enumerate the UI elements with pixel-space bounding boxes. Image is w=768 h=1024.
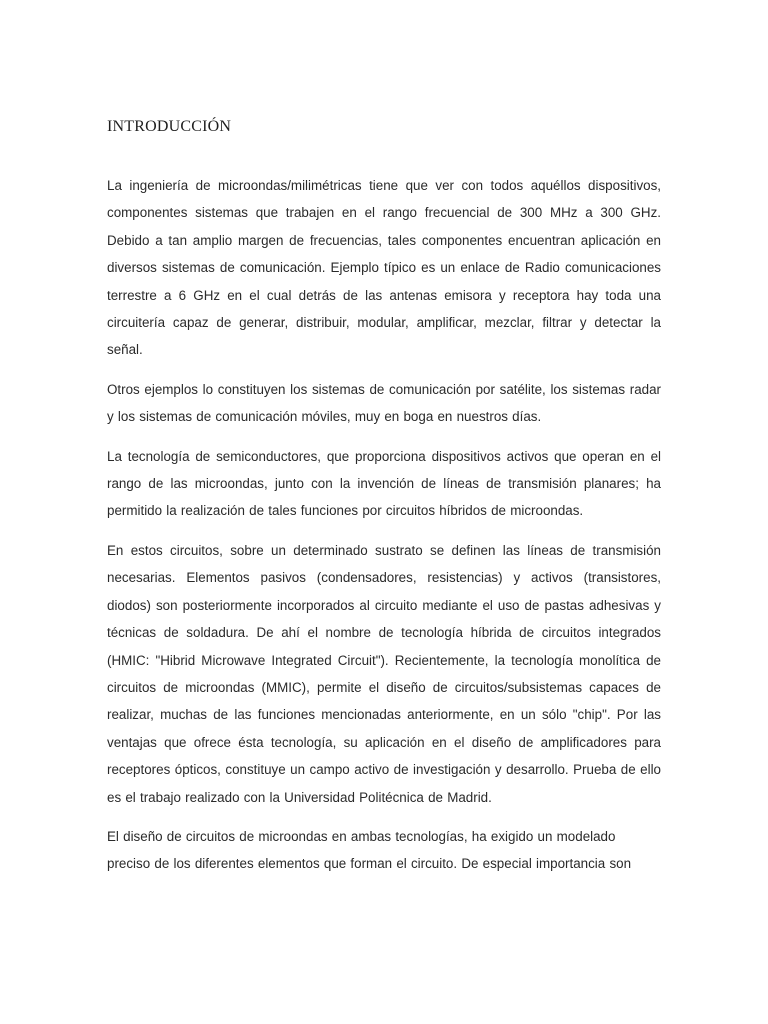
section-heading: INTRODUCCIÓN [107, 118, 232, 135]
paragraph-semiconductors: La tecnología de semiconductores, que proporciona dispositivos activos que operan en el rango de las microondas, junto con la invención de líneas de transmisión planares; ha permitido la realización de tales funciones por circuitos híbridos de microondas. [107, 448, 661, 519]
paragraph-examples: Otros ejemplos lo constituyen los sistemas de comunicación por satélite, los sistemas radar y los sistemas de comunicación móviles, muy en boga en nuestros días. [107, 381, 661, 425]
document-body [107, 118, 661, 890]
paragraph-intro: La ingeniería de microondas/milimétricas tiene que ver con todos aquéllos dispositivos, componentes sistemas que trabajen en el rango frecuencial de 300 MHz a 300 GHz. Debido a tan amplio margen de frecuencias, tales componentes encuentran aplicación en diversos sistemas de comunicación. Ejemplo típico es un enlace de Radio comunicaciones terrestre a 6 GHz en el cual detrás de las antenas emisora y receptora hay toda una circuitería capaz de generar, distribuir, modular, amplificar, mezclar, filtrar y detectar la señal. [107, 178, 661, 358]
paragraph-design: El diseño de circuitos de microondas en ambas tecnologías, ha exigido un modelado preciso de los diferentes elementos que forman el circuito. De especial importancia son [107, 828, 632, 872]
paragraph-hybrid-circuits: En estos circuitos, sobre un determinado sustrato se definen las líneas de transmisión necesarias. Elementos pasivos (condensadores, resistencias) y activos (transistores, diodos) son posteriormente incorporados al circuito mediante el uso de pastas adhesivas y técnicas de soldadura. De ahí el nombre de tecnología híbrida de circuitos integrados (HMIC: "Hibrid Microwave Integrated Circuit"). Recientemente, la tecnología monolítica de circuitos de microondas (MMIC), permite el diseño de circuitos/subsistemas capaces de realizar, muchas de las funciones mencionadas anteriormente, en un sólo "chip". Por las ventajas que ofrece ésta tecnología, su aplicación en el diseño de amplificadores para receptores ópticos, constituye un campo activo de investigación y desarrollo. Prueba de ello es el trabajo realizado con la Universidad Politécnica de Madrid. [107, 542, 661, 805]
